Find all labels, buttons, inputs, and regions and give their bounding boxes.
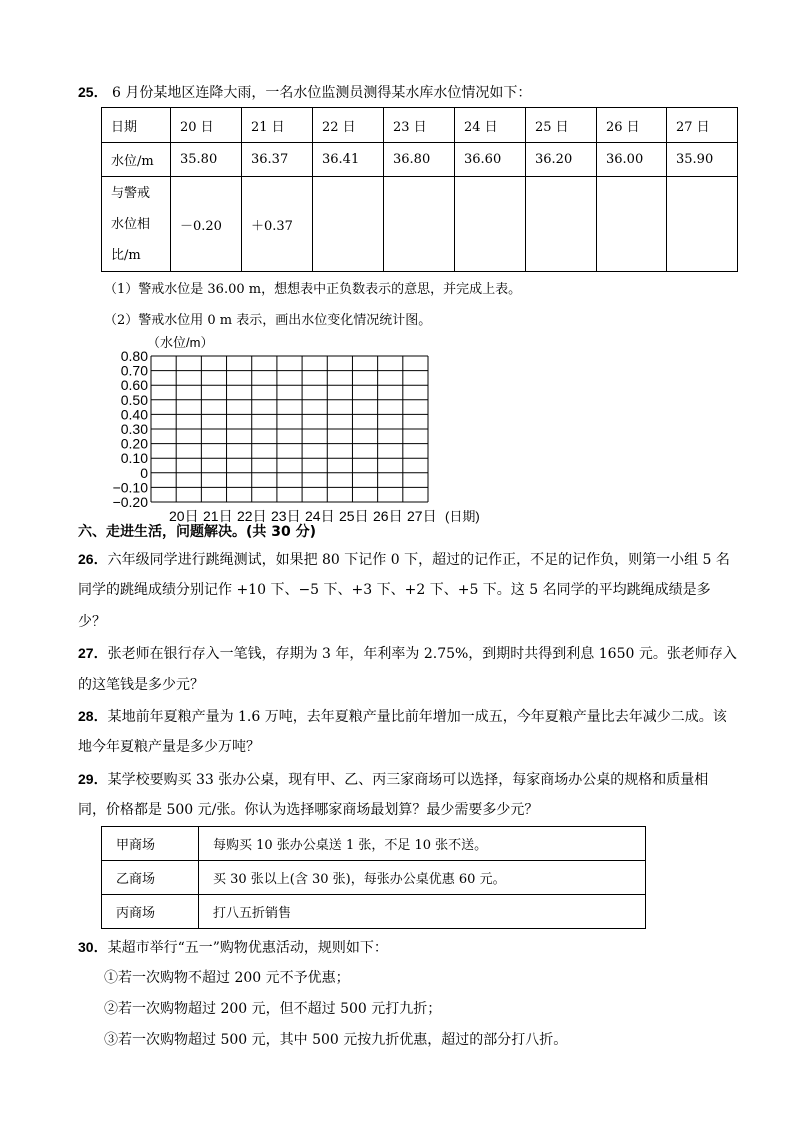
compare-label-line3: 比/m (111, 247, 141, 263)
y-tick-label: 0.40 (120, 406, 148, 423)
q29-line1 (78, 769, 708, 790)
level-cell: 35.90 (667, 143, 738, 177)
q29-text-1: 某学校要购买 33 张办公桌，现有甲、乙、丙三家商场可以选择，每家商场办公桌的规格和质量相 (107, 772, 709, 788)
q25-part1: （1）警戒水位是 36.00 m，想想表中正负数表示的意思，并完成上表。 (104, 282, 522, 297)
y-tick-label: 0.20 (120, 435, 148, 452)
q28-line2: 地今年夏粮产量是多少万吨？ (78, 739, 260, 755)
x-tick-label: 22日 (237, 508, 267, 524)
row-label-level: 水位/m (102, 143, 171, 177)
q26-line2: 同学的跳绳成绩分别记作 +10 下、−5 下、+3 下、+2 下、+5 下。这 5 名同学的平均跳绳成绩是多 (78, 582, 711, 598)
compare-cell[interactable] (313, 177, 384, 272)
table-row (102, 827, 646, 861)
q30-rule-1: ①若一次购物不超过 200 元不予优惠； (104, 970, 350, 986)
q29-number: 29． (78, 771, 108, 787)
table-row-date (102, 108, 738, 143)
q30-number: 30． (78, 939, 108, 955)
chart-x-axis-label: (日期) (445, 509, 480, 524)
y-tick-label: −0.10 (112, 479, 148, 496)
compare-cell[interactable] (455, 177, 526, 272)
y-tick-label: 0 (140, 464, 148, 481)
date-cell: 25 日 (526, 108, 597, 143)
table-row-level (102, 143, 738, 177)
compare-cell[interactable] (667, 177, 738, 272)
y-tick-label: −0.20 (112, 494, 148, 510)
shop-offer-cell: 买 30 张以上(含 30 张)，每张办公桌优惠 60 元。 (199, 861, 646, 895)
table-row-compare (102, 177, 738, 272)
chart-y-tick-labels (113, 348, 149, 510)
shop-offer-cell: 每购买 10 张办公桌送 1 张，不足 10 张不送。 (199, 827, 646, 861)
x-tick-label: 21日 (203, 508, 233, 524)
compare-cell[interactable] (597, 177, 667, 272)
q25-part2: （2）警戒水位用 0 m 表示，画出水位变化情况统计图。 (104, 313, 432, 328)
y-tick-label: 0.50 (120, 391, 148, 408)
q30-line1 (78, 937, 388, 958)
level-cell: 36.20 (526, 143, 597, 177)
date-cell: 20 日 (171, 108, 242, 143)
shop-offer-cell: 打八五折销售 (199, 895, 646, 929)
date-cell: 27 日 (667, 108, 738, 143)
date-cell: 24 日 (455, 108, 526, 143)
q25-number: 25． (78, 84, 108, 100)
row-label-date: 日期 (102, 108, 171, 143)
x-tick-label: 27日 (407, 508, 437, 524)
row-label-compare (102, 177, 171, 272)
q27-line1 (78, 643, 737, 664)
date-cell: 21 日 (242, 108, 313, 143)
compare-cell[interactable]: ＋0.37 (242, 177, 313, 272)
compare-label-line1: 与警戒 (111, 185, 151, 201)
compare-cell[interactable]: －0.20 (171, 177, 242, 272)
shop-offer-table (101, 826, 646, 929)
chart-y-axis-label: （水位/m） (147, 335, 214, 350)
level-cell: 36.80 (384, 143, 455, 177)
q30-intro: 某超市举行“五一”购物优惠活动，规则如下： (107, 940, 388, 956)
level-cell: 36.60 (455, 143, 526, 177)
x-tick-label: 20日 (169, 508, 199, 524)
table-row (102, 861, 646, 895)
section-6-title: 六、走进生活，问题解决。(共 30 分) (78, 524, 317, 540)
y-tick-label: 0.80 (120, 348, 148, 364)
q26-number: 26． (78, 551, 108, 567)
shop-name-cell: 乙商场 (102, 861, 199, 895)
compare-cell[interactable] (526, 177, 597, 272)
date-cell: 26 日 (597, 108, 667, 143)
date-cell: 23 日 (384, 108, 455, 143)
q28-line1 (78, 706, 727, 727)
level-cell: 35.80 (171, 143, 242, 177)
q27-number: 27． (78, 645, 108, 661)
q28-number: 28． (78, 708, 108, 724)
compare-label-line2: 水位相 (111, 216, 151, 232)
y-tick-label: 0.60 (120, 377, 148, 394)
q25-intro: 6 月份某地区连降大雨，一名水位监测员测得某水库水位情况如下： (112, 85, 532, 101)
q27-text-1: 张老师在银行存入一笔钱，存期为 3 年，年利率为 2.75%，到期时共得到利息 1650 元。张老师存入 (107, 646, 737, 662)
q30-rule-3: ③若一次购物超过 500 元，其中 500 元按九折优惠，超过的部分打八折。 (104, 1032, 568, 1048)
y-tick-label: 0.30 (120, 421, 148, 437)
q27-line2: 的这笔钱是多少元？ (78, 677, 204, 693)
level-cell: 36.41 (313, 143, 384, 177)
q30-rule-2: ②若一次购物超过 200 元，但不超过 500 元打九折； (104, 1001, 442, 1017)
q26-line3: 少？ (78, 614, 106, 630)
table-row (102, 895, 646, 929)
y-tick-label: 0.10 (120, 450, 148, 467)
level-cell: 36.37 (242, 143, 313, 177)
x-tick-label: 23日 (271, 508, 301, 524)
shop-name-cell: 甲商场 (102, 827, 199, 861)
q26-text-1: 六年级同学进行跳绳测试，如果把 80 下记作 0 下，超过的记作正，不足的记作负，则第一小组 5 名 (107, 552, 730, 568)
water-level-chart (95, 332, 495, 524)
x-tick-label: 24日 (305, 508, 335, 524)
chart-grid (151, 356, 428, 502)
water-level-table (101, 107, 738, 272)
q25-intro-line (78, 82, 531, 103)
q26-line1 (78, 549, 730, 570)
y-tick-label: 0.70 (120, 362, 148, 379)
date-cell: 22 日 (313, 108, 384, 143)
compare-cell[interactable] (384, 177, 455, 272)
shop-name-cell: 丙商场 (102, 895, 199, 929)
q28-text-1: 某地前年夏粮产量为 1.6 万吨，去年夏粮产量比前年增加一成五，今年夏粮产量比去年减少二成。该 (107, 709, 727, 725)
x-tick-label: 26日 (373, 508, 403, 524)
level-cell: 36.00 (597, 143, 667, 177)
x-tick-label: 25日 (339, 508, 369, 524)
q29-line2: 同，价格都是 500 元/张。你认为选择哪家商场最划算？最少需要多少元？ (78, 802, 539, 818)
